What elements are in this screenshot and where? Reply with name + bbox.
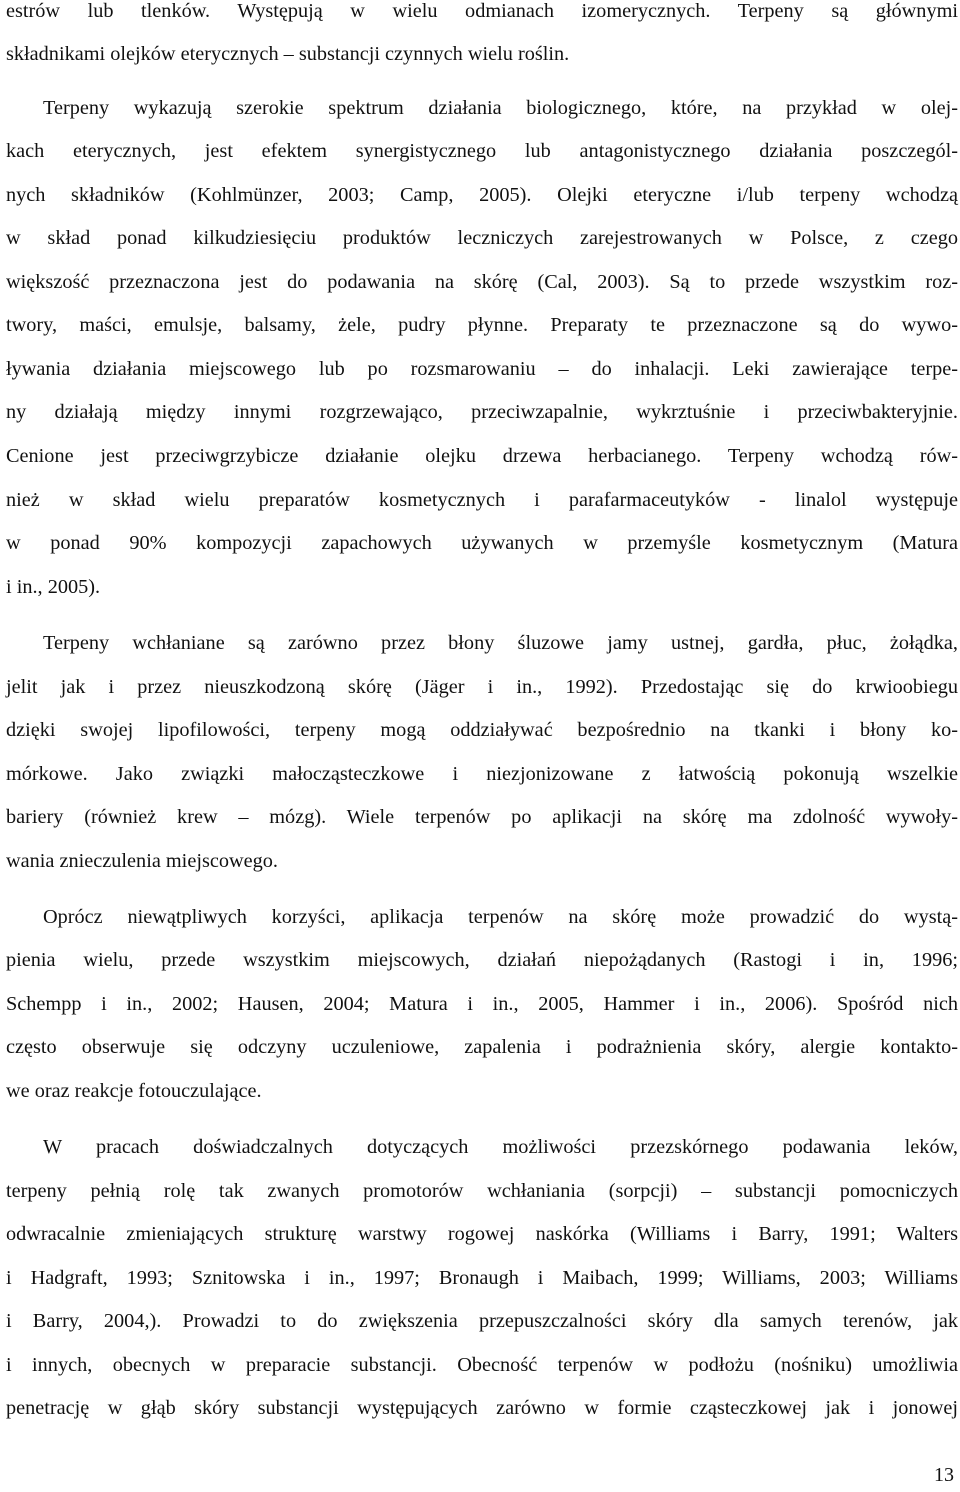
text-line: kach eterycznych, jest efektem synergistycznego lub antagonistycznego działania poszczegól- bbox=[6, 140, 958, 162]
text-line: większość przeznaczona jest do podawania na skórę (Cal, 2003). Są to przede wszystkim roz- bbox=[6, 271, 958, 293]
text-line: nych składników (Kohlmünzer, 2003; Camp, 2005). Olejki eteryczne i/lub terpeny wchodzą bbox=[6, 184, 958, 206]
text-line: w ponad 90% kompozycji zapachowych używanych w przemyśle kosmetycznym (Matura bbox=[6, 532, 958, 554]
text-line: Schempp i in., 2002; Hausen, 2004; Matura i in., 2005, Hammer i in., 2006). Spośród nich bbox=[6, 993, 958, 1015]
text-line: i in., 2005). bbox=[6, 576, 101, 598]
text-line: Terpeny wchłaniane są zarówno przez błony śluzowe jamy ustnej, gardła, płuc, żołądka, bbox=[43, 632, 958, 654]
text-line: estrów lub tlenków. Występują w wielu odmianach izomerycznych. Terpeny są głównymi bbox=[6, 0, 958, 22]
text-line: W pracach doświadczalnych dotyczących możliwości przezskórnego podawania leków, bbox=[43, 1136, 958, 1158]
text-line: mórkowe. Jako związki małocząsteczkowe i niezjonizowane z łatwością pokonują wszelkie bbox=[6, 763, 958, 785]
text-line: we oraz reakcje fotouczulające. bbox=[6, 1080, 262, 1102]
text-line: ływania działania miejscowego lub po rozsmarowaniu – do inhalacji. Leki zawierające terpe- bbox=[6, 358, 958, 380]
text-line: odwracalnie zmieniających strukturę warstwy rogowej naskórka (Williams i Barry, 1991; Walters bbox=[6, 1223, 958, 1245]
text-line: pienia wielu, przede wszystkim miejscowych, działań niepożądanych (Rastogi i in, 1996; bbox=[6, 949, 958, 971]
text-line: jelit jak i przez nieuszkodzoną skórę (Jäger i in., 1992). Przedostając się do krwioobiegu bbox=[6, 676, 958, 698]
text-line: wania znieczulenia miejscowego. bbox=[6, 850, 278, 872]
text-line: i Hadgraft, 1993; Sznitowska i in., 1997; Bronaugh i Maibach, 1999; Williams, 2003; Williams bbox=[6, 1267, 958, 1289]
text-line: Cenione jest przeciwgrzybicze działanie olejku drzewa herbacianego. Terpeny wchodzą rów- bbox=[6, 445, 958, 467]
text-line: i innych, obecnych w preparacie substancji. Obecność terpenów w podłożu (nośniku) umożliwia bbox=[6, 1354, 958, 1376]
text-line: Oprócz niewątpliwych korzyści, aplikacja terpenów na skórę może prowadzić do wystą- bbox=[43, 906, 958, 928]
text-line: terpeny pełnią rolę tak zwanych promotorów wchłaniania (sorpcji) – substancji pomocniczych bbox=[6, 1180, 958, 1202]
text-line: i Barry, 2004,). Prowadzi to do zwiększenia przepuszczalności skóry dla samych terenów, jak bbox=[6, 1310, 958, 1332]
text-line: penetrację w głąb skóry substancji występujących zarówno w formie cząsteczkowej jak i jonowej bbox=[6, 1397, 958, 1419]
text-line: często obserwuje się odczyny uczuleniowe, zapalenia i podrażnienia skóry, alergie kontakto- bbox=[6, 1036, 958, 1058]
text-line: nież w skład wielu preparatów kosmetycznych i parafarmaceutyków - linalol występuje bbox=[6, 489, 958, 511]
document-page bbox=[6, 0, 958, 1492]
text-line: ny działają między innymi rozgrzewająco, przeciwzapalnie, wykrztuśnie i przeciwbakteryjnie. bbox=[6, 401, 958, 423]
text-line: Terpeny wykazują szerokie spektrum działania biologicznego, które, na przykład w olej- bbox=[43, 97, 958, 119]
text-line: dzięki swojej lipofilowości, terpeny mogą oddziaływać bezpośrednio na tkanki i błony ko- bbox=[6, 719, 958, 741]
page-number: 13 bbox=[934, 1464, 954, 1486]
text-line: bariery (również krew – mózg). Wiele terpenów po aplikacji na skórę ma zdolność wywoły- bbox=[6, 806, 958, 828]
text-line: w skład ponad kilkudziesięciu produktów leczniczych zarejestrowanych w Polsce, z czego bbox=[6, 227, 958, 249]
text-line: twory, maści, emulsje, balsamy, żele, pudry płynne. Preparaty te przeznaczone są do wywo- bbox=[6, 314, 958, 336]
text-line: składnikami olejków eterycznych – substancji czynnych wielu roślin. bbox=[6, 43, 570, 65]
